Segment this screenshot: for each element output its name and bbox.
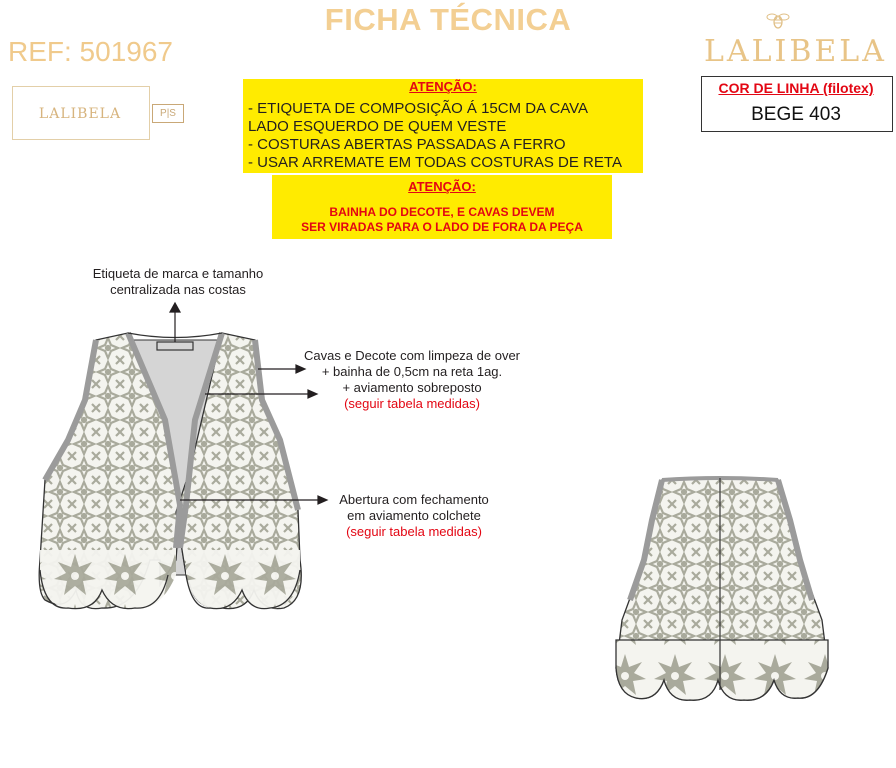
brand-label-mark [157,342,193,350]
warning-2-line: SER VIRADAS PARA O LADO DE FORA DA PEÇA [301,220,583,234]
opening-table-note: (seguir tabela medidas) [346,524,482,539]
warning-1-line: - COSTURAS ABERTAS PASSADAS A FERRO [248,136,566,153]
back-view-garment [616,478,828,700]
note-line: Etiqueta de marca e tamanho [92,266,264,281]
brand-logo: LALIBELA [704,34,887,69]
warning-1-line: - USAR ARREMATE EM TODAS COSTURAS DE RETA [248,154,622,171]
front-view-garment [39,333,301,609]
size-tag: P|S [152,104,184,123]
warning-1-line: - ETIQUETA DE COMPOSIÇÃO Á 15CM DA CAVA [248,100,589,117]
warning-2-line: BAINHA DO DECOTE, E CAVAS DEVEM [329,205,555,219]
warning-1-line: LADO ESQUERDO DE QUEM VESTE [248,118,507,135]
warning-2-title: ATENÇÃO: [408,179,476,194]
opening-note [324,492,504,540]
thread-color-value: BEGE 403 [751,104,841,125]
armhole-note [284,348,540,412]
note-line: Abertura com fechamento [339,492,489,507]
armhole-table-note: (seguir tabela medidas) [344,396,480,411]
note-line: Cavas e Decote com limpeza de over [303,348,521,363]
page-title: FICHA TÉCNICA [324,2,572,37]
brand-label-text: LALIBELA [38,106,122,122]
note-line: + aviamento sobreposto [342,380,482,395]
thread-color-title: COR DE LINHA (filotex) [718,80,874,96]
brand-label-note [60,266,296,298]
note-line: em aviamento colchete [347,508,481,523]
reference-code: REF: 501967 [8,36,173,67]
note-line: centralizada nas costas [110,282,246,297]
warning-1-title: ATENÇÃO: [409,79,477,94]
note-line: + bainha de 0,5cm na reta 1ag. [321,364,503,379]
